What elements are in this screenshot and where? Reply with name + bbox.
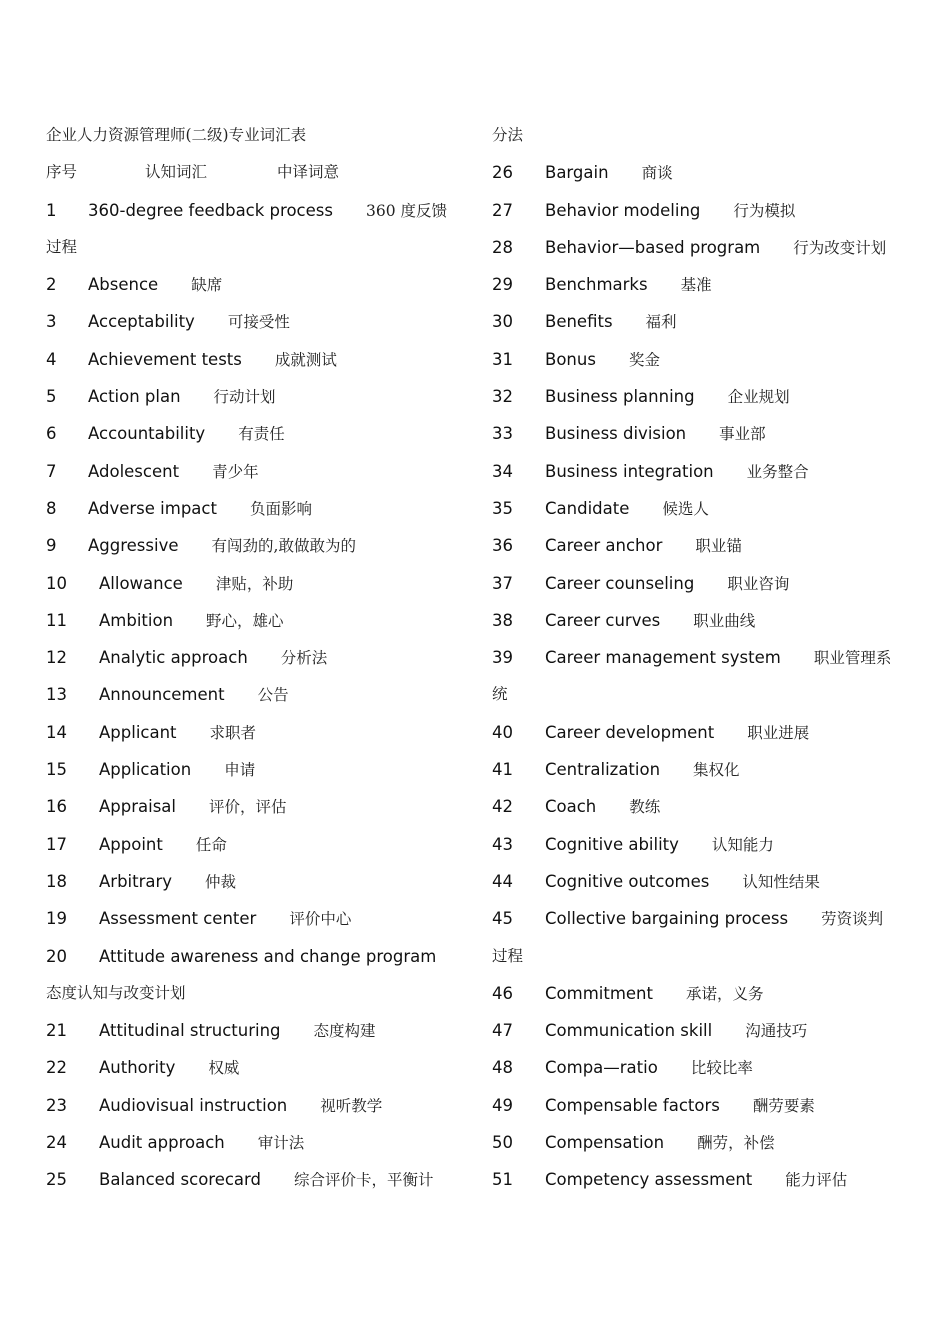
entry-number: 37 (492, 573, 513, 593)
entry-translation: 职业进展 (747, 723, 810, 742)
entry-translation: 视听教学 (320, 1096, 383, 1115)
entry-term: Audiovisual instruction (99, 1095, 288, 1115)
entry-translation: 集权化 (693, 761, 740, 780)
entry-number: 3 (46, 312, 57, 332)
vocab-entry (46, 1124, 466, 1161)
entry-number: 7 (46, 461, 57, 481)
vocab-entry (46, 826, 466, 863)
entry-number: 22 (46, 1058, 67, 1078)
vocab-list-left (46, 192, 466, 1199)
vocab-entry (46, 1012, 466, 1049)
entry-number: 5 (46, 387, 57, 407)
entry-number: 30 (492, 312, 513, 332)
entry-term: Absence (88, 275, 159, 295)
vocab-entry (492, 490, 912, 527)
vocab-entry (492, 639, 912, 676)
entry-translation: 审计法 (257, 1134, 305, 1153)
entry-translation: 职业咨询 (727, 574, 790, 593)
entry-translation: 企业规划 (727, 388, 790, 407)
entry-term: Compa—ratio (545, 1058, 658, 1078)
entry-term: Accountability (88, 424, 206, 444)
vocab-entry (492, 1049, 912, 1086)
entry-translation: 认知能力 (711, 835, 774, 854)
entry-translation: 业务整合 (746, 462, 809, 481)
entry-number: 26 (492, 163, 513, 183)
entry-translation: 求职者 (209, 723, 257, 742)
entry-translation: 评价中心 (289, 910, 352, 929)
vocab-entry (492, 1124, 912, 1161)
vocab-entry (492, 378, 912, 415)
vocab-entry (492, 192, 912, 229)
header-seq: 序号 (46, 163, 78, 182)
vocab-entry (46, 1049, 466, 1086)
entry-translation: 青少年 (212, 462, 259, 481)
vocab-entry (492, 863, 912, 900)
vocab-entry (46, 788, 466, 825)
entry-term: Business planning (545, 387, 695, 407)
entry-number: 13 (46, 685, 67, 705)
entry-continuation: 统 (492, 685, 508, 704)
entry-number: 29 (492, 275, 513, 295)
vocab-entry (492, 975, 912, 1012)
vocab-entry (492, 565, 912, 602)
entry-translation: 事业部 (719, 425, 766, 444)
entry-term: Competency assessment (545, 1170, 753, 1190)
entry-translation: 综合评价卡，平衡计 (294, 1171, 434, 1190)
entry-term: Appraisal (99, 797, 177, 817)
vocab-entry (492, 900, 912, 937)
entry-term: Communication skill (545, 1021, 713, 1041)
vocab-entry (492, 751, 912, 788)
entry-term: Arbitrary (99, 871, 173, 891)
entry-number: 24 (46, 1133, 67, 1153)
vocab-entry (492, 341, 912, 378)
entry-number: 19 (46, 909, 67, 929)
entry-term: Acceptability (88, 312, 195, 332)
header-term: 认知词汇 (145, 163, 208, 182)
entry-term: Commitment (545, 983, 653, 1003)
entry-translation: 津贴，补助 (215, 574, 294, 593)
entry-translation: 分析法 (280, 649, 328, 668)
entry-translation: 负面影响 (249, 499, 312, 518)
vocab-entry (46, 1161, 466, 1198)
entry-translation: 申请 (224, 761, 256, 780)
vocab-entry (46, 714, 466, 751)
entry-translation: 公告 (257, 686, 289, 705)
entry-term: Coach (545, 797, 597, 817)
entry-continuation: 过程 (46, 237, 78, 256)
entry-term: Adolescent (88, 461, 180, 481)
entry-translation: 成就测试 (274, 350, 337, 369)
page-title: 企业人力资源管理师(二级)专业词汇表 (46, 126, 307, 144)
entry-translation: 酬劳要素 (752, 1096, 815, 1115)
entry-translation: 奖金 (628, 350, 660, 369)
vocab-entry (492, 1161, 912, 1198)
entry-term: Compensation (545, 1133, 665, 1153)
vocab-entry (46, 378, 466, 415)
vocab-entry (46, 900, 466, 937)
entry-translation: 行为模拟 (733, 201, 796, 220)
entry-translation: 360 度反馈 (365, 201, 447, 220)
vocab-list-right (492, 117, 912, 1199)
entry-translation: 行动计划 (213, 388, 276, 407)
entry-term: Ambition (99, 610, 174, 630)
entry-number: 23 (46, 1095, 67, 1115)
entry-translation: 缺席 (191, 276, 223, 295)
vocab-entry (492, 714, 912, 751)
vocab-entry (46, 565, 466, 602)
entry-number: 15 (46, 760, 67, 780)
entry-term: Analytic approach (99, 648, 248, 668)
entry-number: 18 (46, 871, 67, 891)
entry-term: Assessment center (99, 909, 257, 929)
vocab-entry (492, 1087, 912, 1124)
vocab-entry (492, 527, 912, 564)
entry-number: 33 (492, 424, 513, 444)
entry-translation: 比较比率 (690, 1059, 753, 1078)
entry-term: Achievement tests (88, 349, 242, 369)
entry-term: Business integration (545, 461, 714, 481)
vocab-entry (46, 415, 466, 452)
entry-term: Candidate (545, 498, 630, 518)
entry-translation: 商谈 (641, 164, 673, 183)
vocab-entry (46, 751, 466, 788)
entry-number: 8 (46, 498, 57, 518)
entry-translation: 行为改变计划 (793, 238, 887, 257)
entry-translation: 承诺，义务 (685, 984, 764, 1003)
vocab-entry (46, 938, 466, 975)
entry-term: 360-degree feedback process (88, 200, 333, 220)
entry-term: Centralization (545, 760, 661, 780)
column-header-row (46, 154, 466, 191)
entry-term: Appoint (99, 834, 163, 854)
entry-term: Career development (545, 722, 715, 742)
entry-term: Balanced scorecard (99, 1170, 262, 1190)
vocab-entry (492, 154, 912, 191)
vocab-entry (492, 826, 912, 863)
vocab-entry (46, 192, 466, 229)
vocab-entry (46, 1087, 466, 1124)
entry-translation: 候选人 (662, 499, 709, 518)
entry-translation: 能力评估 (785, 1171, 848, 1190)
entry-term: Cognitive outcomes (545, 871, 710, 891)
entry-translation: 评价，评估 (209, 798, 287, 817)
vocab-entry (46, 341, 466, 378)
entry-translation: 职业管理系 (813, 649, 892, 668)
entry-term: Attitudinal structuring (99, 1021, 281, 1041)
entry-translation: 野心，雄心 (206, 611, 284, 630)
entry-term: Application (99, 760, 192, 780)
entry-number: 49 (492, 1095, 513, 1115)
entry-translation: 任命 (195, 835, 227, 854)
left-column (46, 117, 466, 1199)
entry-number: 11 (46, 610, 67, 630)
vocab-entry (492, 303, 912, 340)
entry-number: 16 (46, 797, 67, 817)
entry-number: 41 (492, 760, 513, 780)
vocab-entry (492, 266, 912, 303)
entry-number: 51 (492, 1170, 513, 1190)
entry-term: Career management system (545, 648, 781, 668)
entry-translation: 认知性结果 (742, 872, 820, 891)
entry-number: 48 (492, 1058, 513, 1078)
vocab-entry (46, 639, 466, 676)
entry-translation: 劳资谈判 (821, 910, 884, 929)
entry-continuation: 态度认知与改变计划 (46, 983, 186, 1002)
entry-number: 9 (46, 536, 57, 556)
entry-number: 4 (46, 349, 57, 369)
entry-number: 6 (46, 424, 57, 444)
entry-number: 1 (46, 200, 57, 220)
entry-term: Announcement (99, 685, 225, 705)
vocab-entry (46, 602, 466, 639)
entry-translation: 仲裁 (205, 872, 237, 891)
vocab-entry (46, 676, 466, 713)
entry-number: 36 (492, 536, 513, 556)
vocab-entry (46, 266, 466, 303)
entry-number: 47 (492, 1021, 513, 1041)
entry-translation: 福利 (645, 313, 677, 332)
entry-term: Compensable factors (545, 1095, 720, 1115)
entry-term: Collective bargaining process (545, 909, 789, 929)
entry-number: 14 (46, 722, 67, 742)
entry-term: Action plan (88, 387, 181, 407)
entry-term: Authority (99, 1058, 176, 1078)
entry-number: 34 (492, 461, 513, 481)
entry-number: 46 (492, 983, 513, 1003)
entry-term: Bargain (545, 163, 609, 183)
vocab-entry (46, 527, 466, 564)
entry-number: 20 (46, 946, 67, 966)
entry-number: 40 (492, 722, 513, 742)
entry-translation: 职业锚 (695, 537, 742, 556)
right-column (492, 117, 912, 1199)
entry-term: Benefits (545, 312, 613, 332)
vocab-entry (492, 415, 912, 452)
entry-number: 32 (492, 387, 513, 407)
entry-term: Benchmarks (545, 275, 648, 295)
vocab-entry (46, 453, 466, 490)
entry-translation: 酬劳，补偿 (697, 1134, 775, 1153)
entry-number: 27 (492, 200, 513, 220)
entry-term: Career counseling (545, 573, 695, 593)
header-trans: 中译词意 (277, 163, 340, 182)
entry-number: 25 (46, 1170, 67, 1190)
entry-term: Attitude awareness and change program (99, 946, 437, 966)
entry-translation: 教练 (629, 798, 661, 817)
entry-number: 28 (492, 237, 513, 257)
entry-term: Cognitive ability (545, 834, 679, 854)
vocab-entry (492, 229, 912, 266)
entry-translation: 有责任 (238, 425, 285, 444)
entry-term: Behavior—based program (545, 237, 761, 257)
entry-number: 12 (46, 648, 67, 668)
entry-term: Business division (545, 424, 687, 444)
entry-translation: 权威 (208, 1059, 240, 1078)
entry-number: 43 (492, 834, 513, 854)
entry-translation: 沟通技巧 (745, 1022, 808, 1041)
entry-number: 2 (46, 275, 57, 295)
entry-number: 39 (492, 648, 513, 668)
entry-translation: 态度构建 (313, 1022, 376, 1041)
vocab-entry (46, 490, 466, 527)
entry-continuation: 过程 (492, 946, 524, 965)
entry-number: 35 (492, 498, 513, 518)
entry-translation: 有闯劲的,敢做敢为的 (211, 537, 356, 556)
entry-number: 10 (46, 573, 67, 593)
entry-number: 50 (492, 1133, 513, 1153)
entry-term: Audit approach (99, 1133, 225, 1153)
entry-number: 21 (46, 1021, 67, 1041)
entry-term: Allowance (99, 573, 183, 593)
vocab-entry (492, 788, 912, 825)
entry-term: Aggressive (88, 536, 179, 556)
entry-number: 45 (492, 909, 513, 929)
entry-number: 38 (492, 610, 513, 630)
entry-number: 17 (46, 834, 67, 854)
entry-translation: 职业曲线 (693, 611, 756, 630)
vocab-entry (46, 863, 466, 900)
entry-term: Career curves (545, 610, 661, 630)
entry-term: Behavior modeling (545, 200, 701, 220)
entry-term: Applicant (99, 722, 177, 742)
vocab-entry (492, 1012, 912, 1049)
entry-number: 42 (492, 797, 513, 817)
entry-translation: 可接受性 (227, 313, 290, 332)
entry-term: Career anchor (545, 536, 663, 556)
entry-term: Bonus (545, 349, 596, 369)
entry-number: 44 (492, 871, 513, 891)
vocab-entry (46, 303, 466, 340)
vocab-entry (492, 602, 912, 639)
entry-continuation: 分法 (492, 126, 524, 144)
vocab-entry (492, 453, 912, 490)
entry-translation: 基准 (680, 276, 712, 295)
entry-number: 31 (492, 349, 513, 369)
entry-term: Adverse impact (88, 498, 217, 518)
